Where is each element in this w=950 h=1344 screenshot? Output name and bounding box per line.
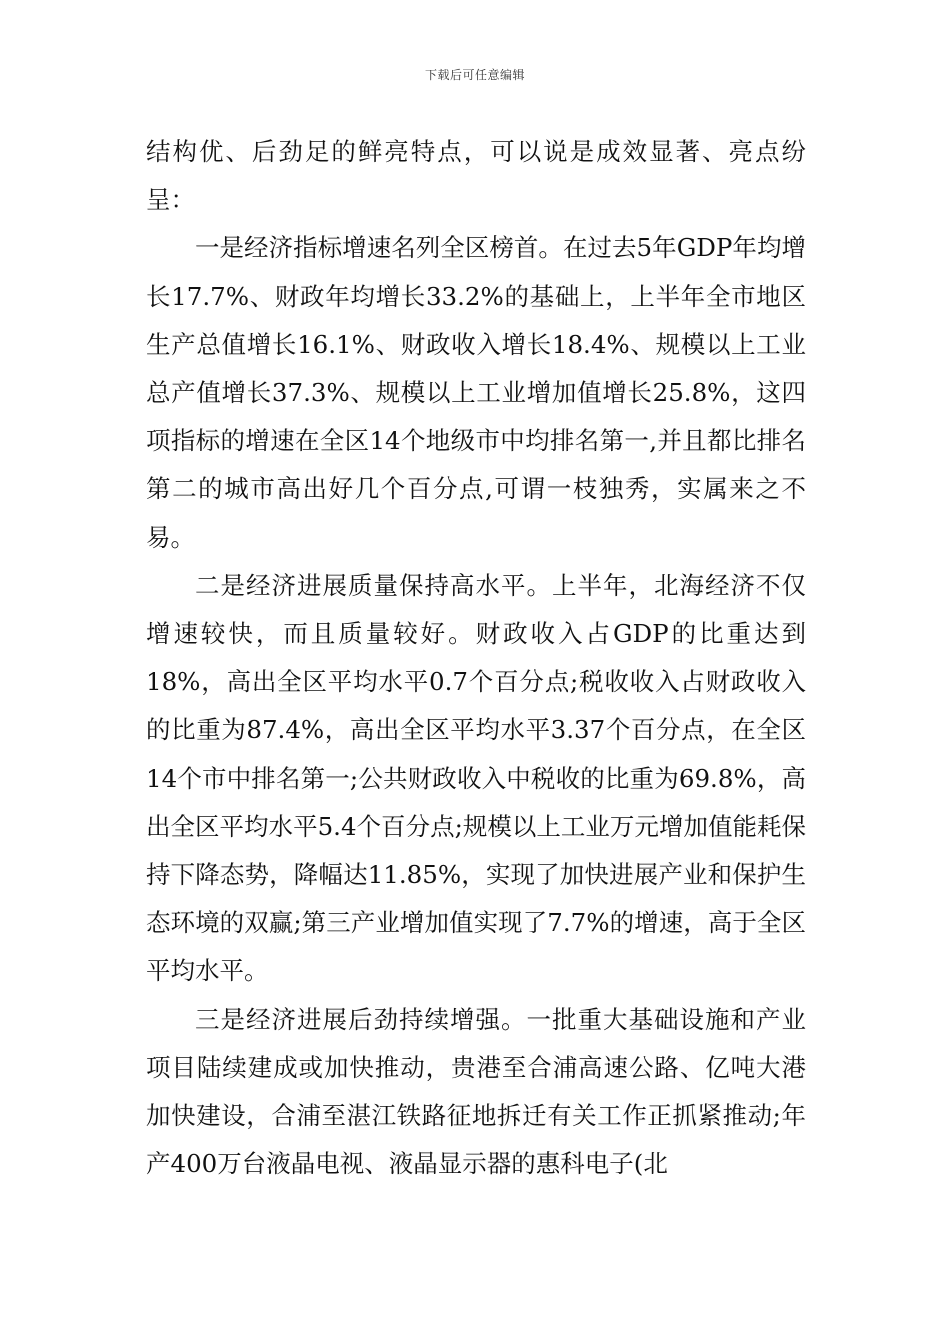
- paragraph-quality: 二是经济进展质量保持高水平。上半年，北海经济不仅增速较快，而且质量较好。财政收入占GDP的比重达到18%，高出全区平均水平0.7个百分点;税收收入占财政收入的比重为87.4%，高出全区平均水平3.37个百分点，在全区14个市中排名第一;公共财政收入中税收的比重为69.8%，高出全区平均水平5.4个百分点;规模以上工业万元增加值能耗保持下降态势，降幅达11.85%，实现了加快进展产业和保护生态环境的双赢;第三产业增加值实现了7.7%的增速，高于全区平均水平。: [146, 570, 806, 986]
- paragraph-momentum: 三是经济进展后劲持续增强。一批重大基础设施和产业项目陆续建成或加快推动，贵港至合浦高速公路、亿吨大港加快建设，合浦至湛江铁路征地拆迁有关工作正抓紧推动;年产400万台液晶电视、液晶显示器的惠科电子(北: [146, 1004, 806, 1179]
- paragraph-growth-rate: 一是经济指标增速名列全区榜首。在过去5年GDP年均增长17.7%、财政年均增长33.2%的基础上，上半年全市地区生产总值增长16.1%、财政收入增长18.4%、规模以上工业总产值增长37.3%、规模以上工业增加值增长25.8%，这四项指标的增速在全区14个地级市中均排名第一,并且都比排名第二的城市高出好几个百分点,可谓一枝独秀，实属来之不易。: [146, 233, 806, 552]
- page-header: 下载后可任意编辑: [424, 68, 525, 82]
- document-body: [146, 128, 806, 1188]
- paragraph-intro: 结构优、后劲足的鲜亮特点，可以说是成效显著、亮点纷呈：: [146, 137, 806, 215]
